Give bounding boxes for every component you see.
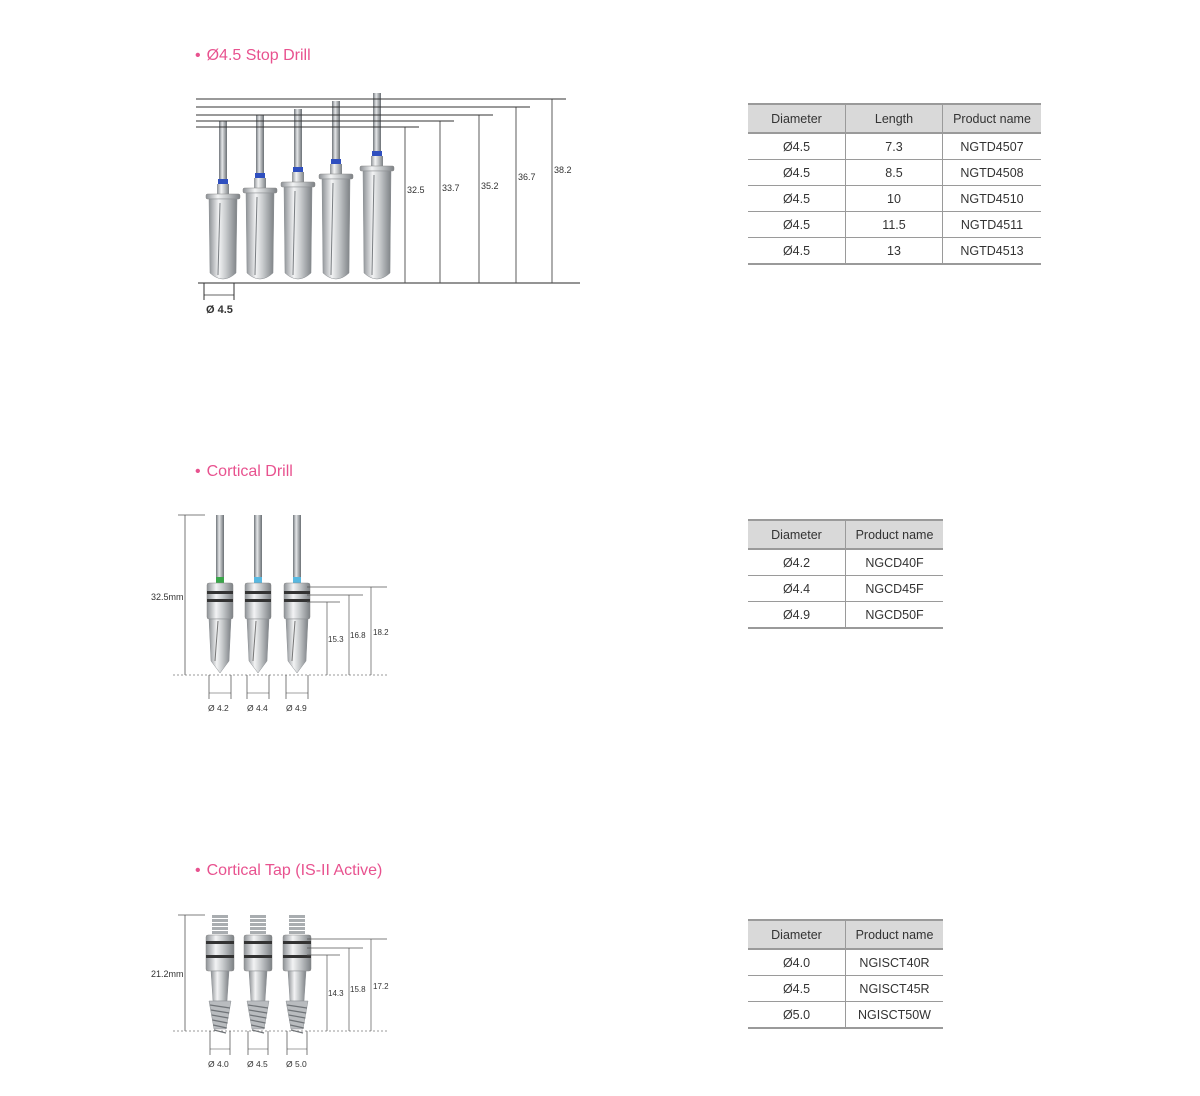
depth-label: 16.8: [350, 631, 366, 640]
drill-shank: [216, 515, 224, 577]
cortical-tap: [244, 915, 272, 1033]
product-name-cell: NGTD4507: [943, 133, 1042, 160]
laser-mark: [245, 599, 271, 602]
hex-thread: [289, 923, 305, 926]
stop-drill: [206, 121, 240, 279]
drill-body: [246, 193, 274, 279]
drill-tip: [286, 619, 308, 673]
depth-band: [218, 179, 228, 184]
product-name-cell: NGISCT40R: [846, 949, 944, 976]
diameter-cell: Ø5.0: [748, 1002, 846, 1029]
table-row: [748, 576, 943, 602]
depth-band: [331, 159, 341, 164]
stop-drill: [243, 115, 277, 279]
laser-mark: [284, 599, 310, 602]
length-cell: 7.3: [846, 133, 943, 160]
bullet-icon: •: [195, 862, 201, 879]
table-row: [748, 133, 1041, 160]
table-row: [748, 549, 943, 576]
hex-thread: [250, 919, 266, 922]
drill-neck: [217, 184, 229, 194]
diameter-label: Ø 4.5: [247, 1059, 268, 1069]
table-header: Diameter: [748, 920, 846, 949]
drill-body: [322, 179, 350, 279]
diameter-cell: Ø4.5: [748, 133, 846, 160]
drill-body: [284, 187, 312, 279]
height-label: 36.7: [518, 172, 536, 182]
laser-mark: [207, 591, 233, 594]
height-label: 32.5: [407, 185, 425, 195]
laser-mark: [245, 591, 271, 594]
drill-tip: [209, 619, 231, 673]
laser-mark: [206, 955, 234, 958]
color-band: [216, 577, 224, 583]
drill-neck: [254, 178, 266, 188]
cortical-drill: [245, 515, 271, 673]
hex-thread: [289, 931, 305, 934]
stop-drill-title: • Ø4.5 Stop Drill: [195, 47, 311, 64]
hex-thread: [289, 927, 305, 930]
product-name-cell: NGISCT45R: [846, 976, 944, 1002]
stop-drill-diameter-label: Ø 4.5: [206, 304, 233, 316]
hex-thread: [289, 919, 305, 922]
table-row: [748, 160, 1041, 186]
diameter-label: Ø 4.0: [208, 1059, 229, 1069]
table-header: Diameter: [748, 104, 846, 133]
diameter-cell: Ø4.9: [748, 602, 846, 629]
hex-thread: [212, 931, 228, 934]
cortical-tap: [283, 915, 311, 1033]
bullet-icon: •: [195, 47, 201, 64]
drill-neck: [371, 156, 383, 166]
hex-thread: [250, 931, 266, 934]
table-header: Product name: [846, 520, 944, 549]
stop-collar: [243, 188, 277, 193]
table-header: Product name: [943, 104, 1042, 133]
cortical-drill-table: [748, 519, 943, 629]
stop-drill: [281, 109, 315, 279]
drill-shank: [256, 115, 264, 175]
hex-thread: [212, 915, 228, 918]
depth-band: [372, 151, 382, 156]
cortical-drill-figure: [145, 505, 405, 720]
table-header: Length: [846, 104, 943, 133]
table-header: Product name: [846, 920, 944, 949]
height-label: 33.7: [442, 183, 460, 193]
table-row: [748, 1002, 943, 1029]
length-cell: 10: [846, 186, 943, 212]
diameter-cell: Ø4.4: [748, 576, 846, 602]
color-band: [254, 577, 262, 583]
total-length-label: 32.5mm: [151, 592, 184, 602]
drill-shank: [293, 515, 301, 577]
drill-body: [209, 199, 237, 279]
cortical-drill-title: • Cortical Drill: [195, 463, 293, 480]
depth-band: [293, 167, 303, 172]
drill-shank: [332, 101, 340, 161]
tap-head: [206, 935, 234, 971]
bullet-icon: •: [195, 463, 201, 480]
table-row: [748, 602, 943, 629]
table-row: [748, 949, 943, 976]
product-name-cell: NGCD40F: [846, 549, 944, 576]
product-name-cell: NGCD50F: [846, 602, 944, 629]
drill-shank: [294, 109, 302, 169]
height-label: 35.2: [481, 181, 499, 191]
stop-collar: [281, 182, 315, 187]
depth-label: 15.8: [350, 985, 366, 994]
thread-line: [252, 1030, 264, 1033]
tap-head: [283, 935, 311, 971]
diameter-label: Ø 4.4: [247, 703, 268, 713]
drill-neck: [292, 172, 304, 182]
laser-mark: [244, 955, 272, 958]
laser-mark: [284, 591, 310, 594]
cortical-tap-table: [748, 919, 943, 1029]
tap-neck: [249, 971, 267, 1001]
hex-thread: [250, 915, 266, 918]
drill-shank: [254, 515, 262, 577]
laser-mark: [283, 955, 311, 958]
table-row: [748, 186, 1041, 212]
hex-thread: [250, 923, 266, 926]
cortical-tap-figure: [145, 905, 405, 1080]
hex-thread: [212, 923, 228, 926]
depth-label: 14.3: [328, 989, 344, 998]
diameter-cell: Ø4.2: [748, 549, 846, 576]
depth-label: 15.3: [328, 635, 344, 644]
diameter-cell: Ø4.5: [748, 238, 846, 265]
product-name-cell: NGTD4508: [943, 160, 1042, 186]
total-length-label: 21.2mm: [151, 969, 184, 979]
hex-thread: [212, 919, 228, 922]
stop-collar: [206, 194, 240, 199]
cortical-drill: [284, 515, 310, 673]
stop-drill: [319, 101, 353, 279]
cortical-tap: [206, 915, 234, 1033]
laser-mark: [207, 599, 233, 602]
table-row: [748, 238, 1041, 265]
diameter-label: Ø 5.0: [286, 1059, 307, 1069]
laser-mark: [244, 941, 272, 944]
diameter-label: Ø 4.2: [208, 703, 229, 713]
height-label: 38.2: [554, 165, 572, 175]
depth-label: 18.2: [373, 628, 389, 637]
diameter-cell: Ø4.5: [748, 160, 846, 186]
table-row: [748, 976, 943, 1002]
hex-thread: [289, 915, 305, 918]
tap-head: [244, 935, 272, 971]
drill-neck: [330, 164, 342, 174]
diameter-cell: Ø4.5: [748, 976, 846, 1002]
product-name-cell: NGTD4513: [943, 238, 1042, 265]
table-row: [748, 212, 1041, 238]
thread-line: [214, 1030, 226, 1033]
stop-collar: [319, 174, 353, 179]
hex-thread: [250, 927, 266, 930]
length-cell: 8.5: [846, 160, 943, 186]
length-cell: 13: [846, 238, 943, 265]
diameter-cell: Ø4.5: [748, 212, 846, 238]
drill-body: [363, 171, 391, 279]
drill-tip: [247, 619, 269, 673]
product-name-cell: NGCD45F: [846, 576, 944, 602]
color-band: [293, 577, 301, 583]
length-cell: 11.5: [846, 212, 943, 238]
hex-thread: [212, 927, 228, 930]
product-name-cell: NGTD4510: [943, 186, 1042, 212]
drill-shank: [373, 93, 381, 153]
depth-band: [255, 173, 265, 178]
cortical-drill: [207, 515, 233, 673]
product-name-cell: NGISCT50W: [846, 1002, 944, 1029]
cortical-tap-title: • Cortical Tap (IS-II Active): [195, 862, 383, 879]
laser-mark: [206, 941, 234, 944]
drill-shank: [219, 121, 227, 181]
diameter-cell: Ø4.0: [748, 949, 846, 976]
stop-drill-table: [748, 103, 1041, 265]
thread-line: [291, 1030, 303, 1033]
stop-drill-figure: [190, 85, 590, 325]
stop-collar: [360, 166, 394, 171]
diameter-cell: Ø4.5: [748, 186, 846, 212]
table-header: Diameter: [748, 520, 846, 549]
tap-neck: [288, 971, 306, 1001]
diameter-label: Ø 4.9: [286, 703, 307, 713]
laser-mark: [283, 941, 311, 944]
tap-neck: [211, 971, 229, 1001]
depth-label: 17.2: [373, 982, 389, 991]
product-name-cell: NGTD4511: [943, 212, 1042, 238]
